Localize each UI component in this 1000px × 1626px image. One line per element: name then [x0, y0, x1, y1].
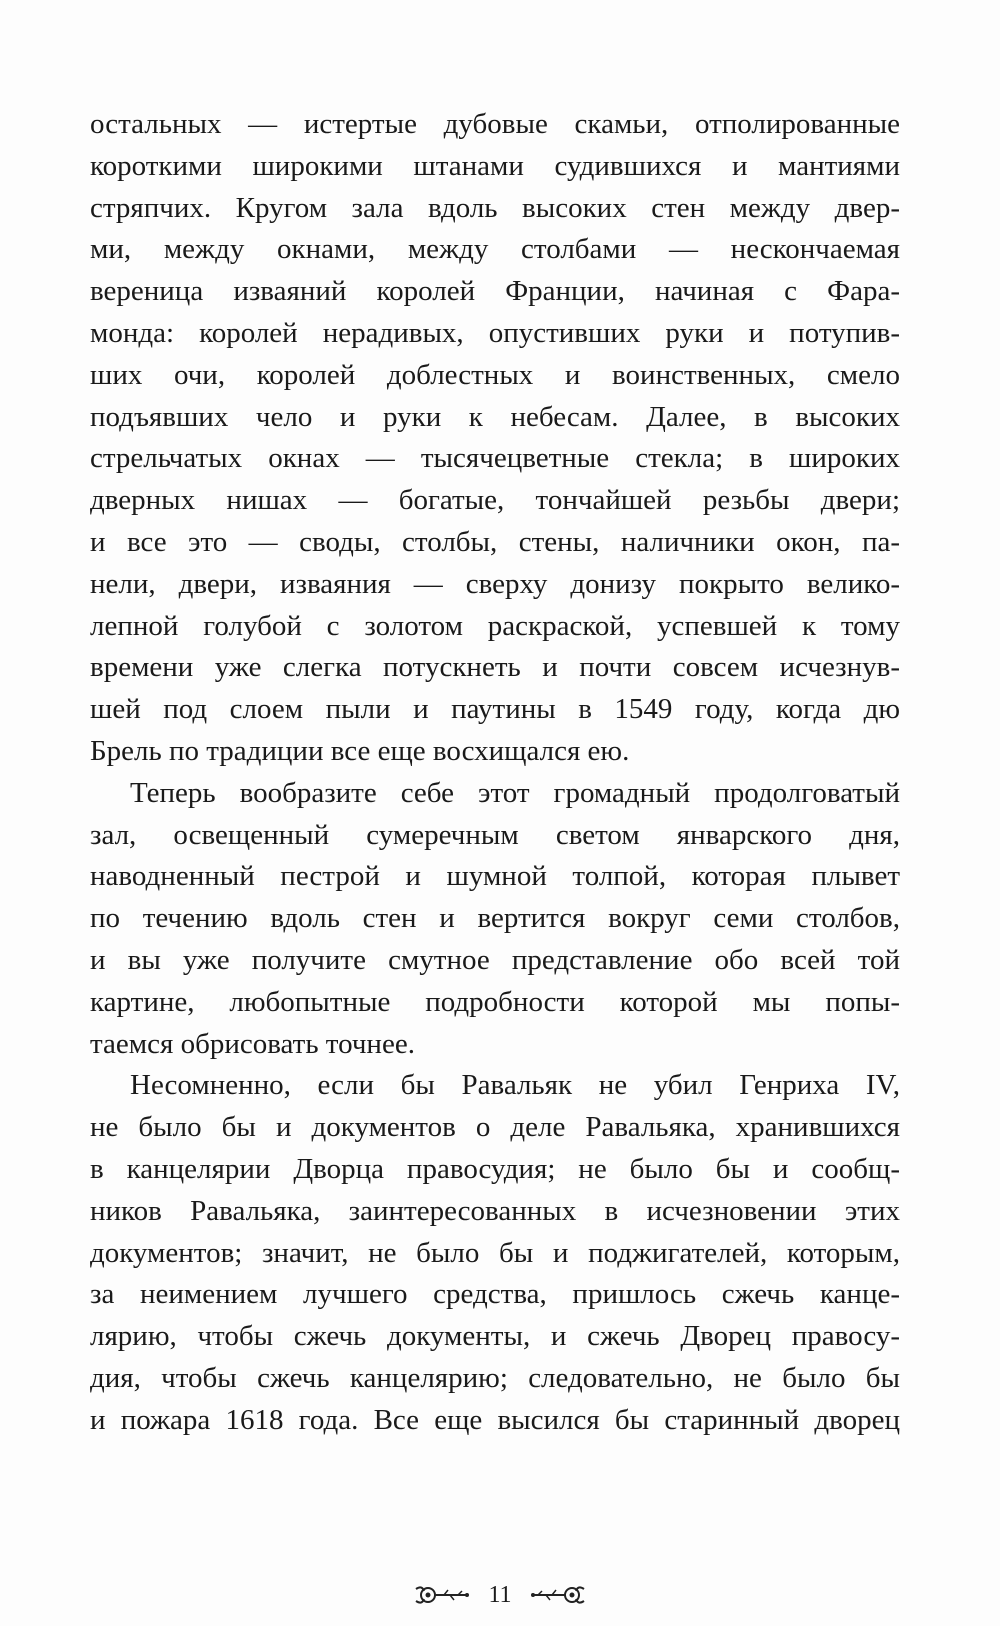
text-line: стрельчатых окнах — тысячецветные стекла; в широких — [90, 442, 900, 475]
text-line: и вы уже получите смутное представление обо всей той — [90, 943, 900, 976]
text-line: подъявших чело и руки к небесам. Далее, в высоких — [90, 400, 900, 433]
text-line: стряпчих. Кругом зала вдоль высоких стен между двер- — [90, 191, 900, 224]
ornament-left-icon — [414, 1583, 470, 1607]
text-line: лярию, чтобы сжечь документы, и сжечь Дворец правосу- — [90, 1320, 900, 1353]
text-line: по течению вдоль стен и вертится вокруг семи столбов, — [90, 902, 900, 935]
text-line: дия, чтобы сжечь канцелярию; следовательно, не было бы — [90, 1361, 900, 1394]
ornament-right-icon — [530, 1583, 586, 1607]
text-line: остальных — истертые дубовые скамьи, отполированные — [90, 108, 900, 140]
text-line: Теперь вообразите себе этот громадный продолговатый — [130, 776, 900, 809]
text-line: таемся обрисовать точнее. — [90, 1027, 415, 1060]
text-line: лепной голубой с золотом раскраской, успевшей к тому — [90, 609, 900, 642]
text-line: в канцелярии Дворца правосудия; не было бы и сообщ- — [90, 1152, 900, 1185]
text-line: и все это — своды, столбы, стены, наличники окон, па- — [90, 525, 900, 558]
text-line: короткими широкими штанами судившихся и мантиями — [90, 149, 900, 182]
text-line: дверных нишах — богатые, тончайшей резьбы двери; — [90, 484, 900, 517]
text-line: ников Равальяка, заинтересованных в исчезновении этих — [90, 1194, 900, 1227]
text-line: ших очи, королей доблестных и воинственных, смело — [90, 358, 900, 391]
text-line: шей под слоем пыли и паутины в 1549 году, когда дю — [90, 693, 900, 726]
body-text — [90, 104, 900, 1442]
page-footer — [0, 1575, 1000, 1615]
text-line: монда: королей нерадивых, опустивших руки и потупив- — [90, 316, 900, 349]
text-line: ми, между окнами, между столбами — нескончаемая — [90, 233, 900, 266]
text-line: документов; значит, не было бы и поджигателей, которым, — [90, 1236, 900, 1269]
text-line: наводненный пестрой и шумной толпой, которая плывет — [90, 860, 900, 893]
text-line: времени уже слегка потускнеть и почти совсем исчезнув- — [90, 651, 900, 684]
text-line: зал, освещенный сумеречным светом январского дня, — [90, 818, 900, 851]
text-line: картине, любопытные подробности которой мы попы- — [90, 985, 900, 1018]
text-line: Несомненно, если бы Равальяк не убил Генриха IV, — [130, 1069, 900, 1102]
text-line: вереница изваяний королей Франции, начиная с Фара- — [90, 275, 900, 308]
text-line: нели, двери, изваяния — сверху донизу покрыто велико- — [90, 567, 900, 600]
text-line: и пожара 1618 года. Все еще высился бы старинный дворец — [90, 1403, 900, 1436]
text-line: Брель по традиции все еще восхищался ею. — [90, 734, 630, 767]
text-line: не было бы и документов о деле Равальяка, хранившихся — [90, 1111, 900, 1144]
page-number: 11 — [488, 1581, 512, 1608]
text-line: за неимением лучшего средства, пришлось сжечь канце- — [90, 1278, 900, 1311]
